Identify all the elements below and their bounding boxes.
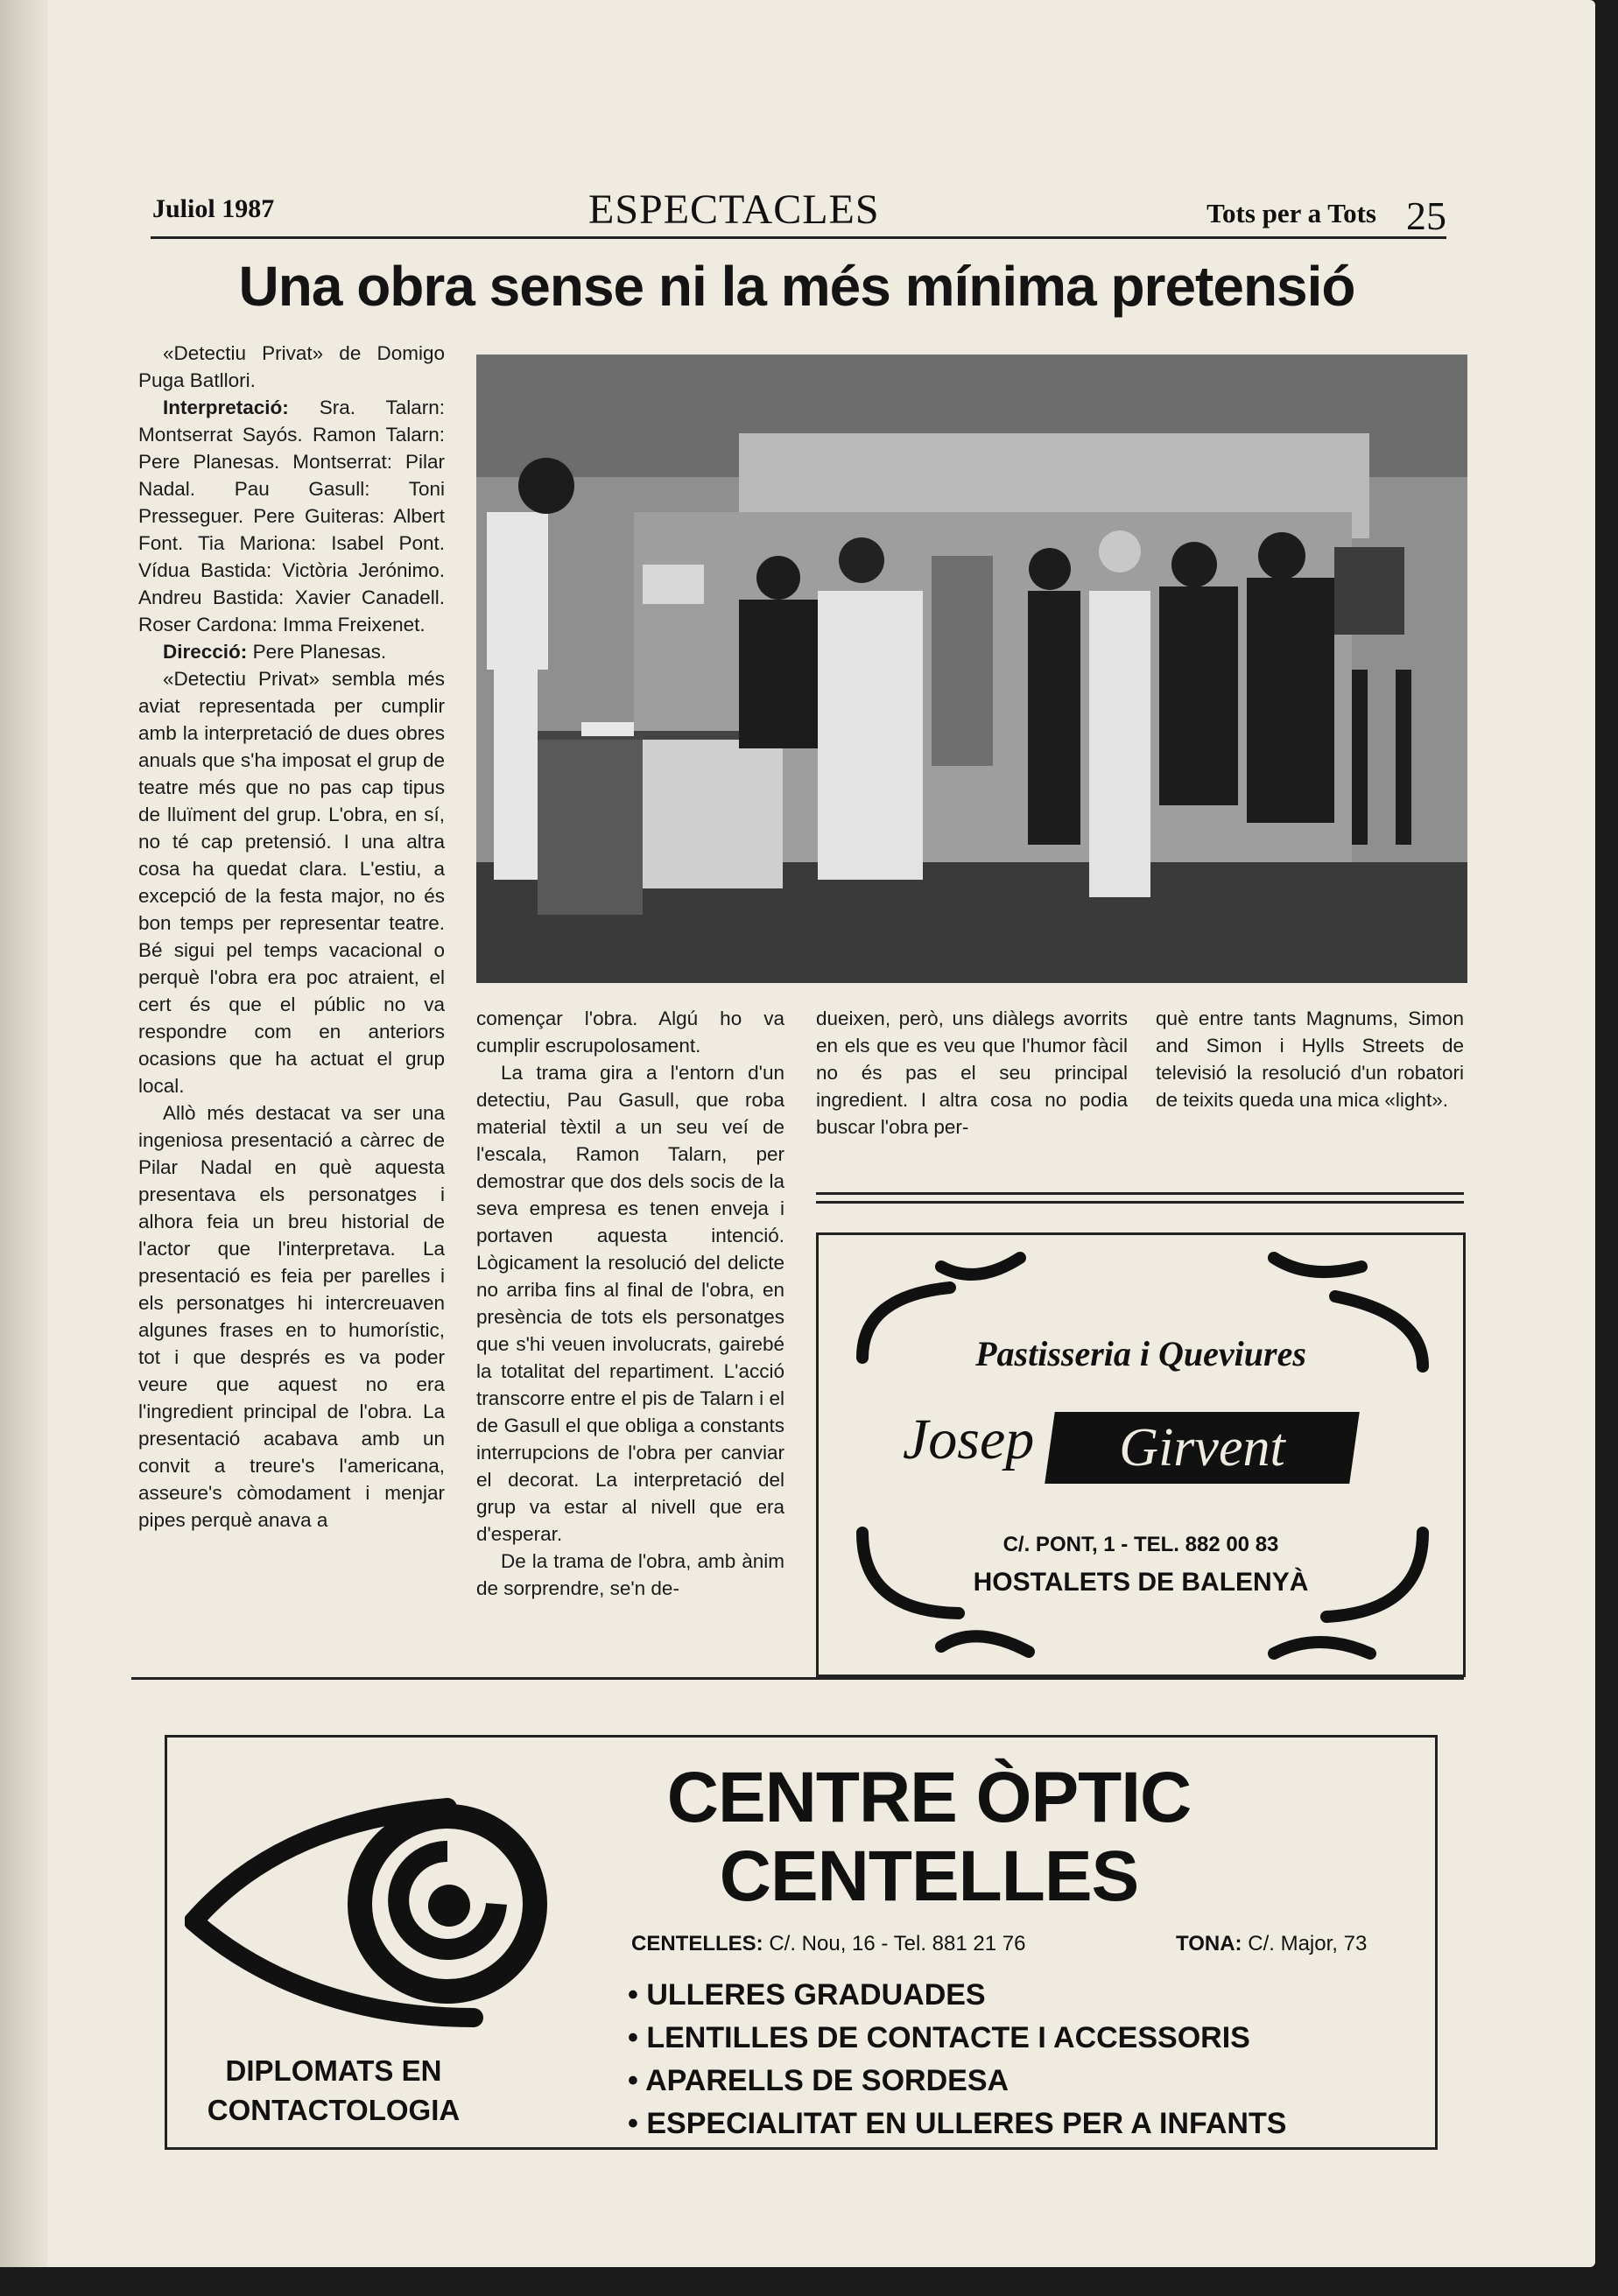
paragraph: començar l'obra. Algú ho va cumplir escrupolosament.	[476, 1008, 784, 1057]
optic-diploma	[202, 2051, 465, 2130]
list-item: • ULLERES GRADUADES	[628, 1974, 1286, 2017]
eye-spiral-logo-icon	[185, 1755, 552, 2035]
ad-top-rule	[816, 1201, 1464, 1204]
header-publication: Tots per a Tots	[1206, 198, 1376, 228]
stage-photo	[476, 355, 1467, 983]
list-item: • APARELLS DE SORDESA	[628, 2060, 1286, 2103]
header-page-number: 25	[1406, 193, 1446, 238]
centelles-label: CENTELLES:	[631, 1932, 763, 1955]
credits-interpretacio	[138, 394, 445, 638]
credits-direccio	[138, 638, 445, 665]
header-section: ESPECTACLES	[588, 186, 880, 233]
optic-title-line2: CENTELLES	[719, 1836, 1139, 1916]
credits-intro: «Detectiu Privat» de Domigo Puga Batllori.	[138, 342, 445, 391]
paragraph: què entre tants Magnums, Simon and Simon i Hylls Streets de televisió la resolució d'un robatori de teixits queda una mica «light».	[1156, 1008, 1464, 1111]
page-header	[151, 186, 1446, 239]
optic-services-list	[628, 1974, 1286, 2145]
article-column-4	[1156, 1005, 1464, 1113]
bakery-tagline: Pastisseria i Queviures	[975, 1334, 1306, 1373]
paragraph: De la trama de l'obra, amb ànim de sorprendre, se'n de-	[476, 1550, 784, 1599]
optic-centelles-address	[631, 1932, 1025, 1956]
dir-label: Direcció:	[163, 641, 248, 663]
ad-top-rule	[816, 1192, 1464, 1195]
bakery-name-first: Josep	[903, 1408, 1035, 1471]
stage-photo-illustration	[476, 355, 1467, 983]
article-column-1	[138, 340, 445, 1534]
dir-text: Pere Planesas.	[252, 641, 387, 663]
paragraph: La trama gira a l'entorn d'un detectiu, Pau Gasull, que roba material tèxtil a un seu veí de l'escala, Ramon Talarn, per demostrar que dos dels socis de la seva empresa es tenen enveja i portaven aquesta intenció. Lògicament la resolució del delicte no arriba fins al final de l'obra, en presència de tots els personatges que s'hi veuen involucrats, gairebé la totalitat del repartiment. L'acció transcorre entre el pis de Talarn i el de Gasull el que obliga a constants interrupcions de l'obra per canviar el decorat. La interpretació del grup va estar al nivell que era d'esperar.	[476, 1062, 784, 1545]
bakery-name-last: Girvent	[1119, 1418, 1285, 1478]
paragraph: dueixen, però, uns diàlegs avorrits en els que es veu que l'humor fàcil no és pas el seu principal ingredient. I altra cosa no podia buscar l'obra per-	[816, 1008, 1128, 1138]
optic-title-line1: CENTRE ÒPTIC	[666, 1758, 1192, 1837]
paragraph: Allò més destacat va ser una ingeniosa presentació a càrrec de Pilar Nadal en què aquesta presentava els personatges i alhora feia un breu historial de l'actor que l'interpretava. La presentació es feia per parelles i els personatges hi intercreuaven algunes frases en to humorístic, tot i que després es va poder veure que aquest no era l'ingredient principal de l'obra. La presentació acabava amb un convit a treure's l'americana, asseure's còmodament i menjar pipes perquè anava a	[138, 1102, 445, 1531]
bakery-name-banner	[1045, 1412, 1360, 1484]
article-column-2	[476, 1005, 784, 1602]
diploma-line1: DIPLOMATS EN	[225, 2054, 442, 2087]
tona-addr: C/. Major, 73	[1248, 1932, 1368, 1955]
page-spine-shadow	[0, 0, 48, 2267]
list-item: • ESPECIALITAT EN ULLERES PER A INFANTS	[628, 2103, 1286, 2145]
paragraph: «Detectiu Privat» sembla més aviat representada per cumplir amb la interpretació de dues obres anuals que s'ha imposat el grup de teatre més que no pas cap tipus de lluïment del grup. L'obra, en sí, no té cap pretensió. I una altra cosa ha quedat clara. L'estiu, a excepció de la festa major, no és bon temps per representar teatre. Bé sigui pel temps vacacional o perquè l'obra era poc atraient, el cert és que el públic no va respondre com en anteriors ocasions que ha actuat el grup local.	[138, 668, 445, 1097]
section-divider	[131, 1677, 1464, 1680]
diploma-line2: CONTACTOLOGIA	[207, 2094, 461, 2126]
centelles-addr: C/. Nou, 16 - Tel. 881 21 76	[769, 1932, 1026, 1955]
interp-text: Sra. Talarn: Montserrat Sayós. Ramon Talarn: Pere Planesas. Montserrat: Pilar Nadal. Pau Gasull: Toni Presseguer. Pere Guiteras: Albert Font. Tia Mariona: Isabel Pont. Vídua Bastida: Victòria Jerónimo. Andreu Bastida: Xavier Canadell. Roser Cardona: Imma Freixenet.	[138, 397, 445, 635]
bakery-address: C/. PONT, 1 - TEL. 882 00 83	[1002, 1533, 1279, 1556]
article-column-3	[816, 1005, 1128, 1141]
header-date: Juliol 1987	[152, 194, 275, 223]
bakery-town: HOSTALETS DE BALENYÀ	[973, 1568, 1309, 1597]
bakery-advertisement	[816, 1232, 1466, 1677]
interp-label: Interpretació:	[163, 397, 289, 418]
tona-label: TONA:	[1176, 1932, 1242, 1955]
list-item: • LENTILLES DE CONTACTE I ACCESSORIS	[628, 2017, 1286, 2060]
optic-tona-address	[1176, 1932, 1367, 1956]
article-headline: Una obra sense ni la més mínima pretensió	[238, 255, 1355, 318]
optic-advertisement	[165, 1735, 1438, 2150]
